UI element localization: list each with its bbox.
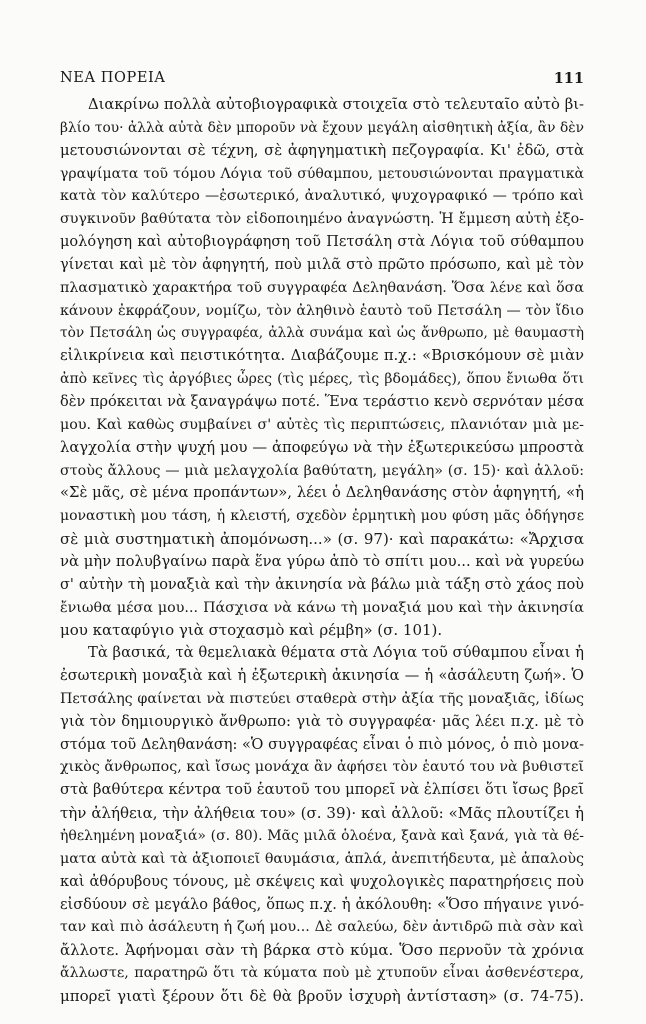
text-line: ἠθελημένη μοναξιά» (σ. 80). Μᾶς μιλᾶ ὁλοένα, ξανὰ καὶ ξανά, γιὰ τὰ θέ- bbox=[60, 828, 584, 844]
text-line: μοναστικὴ μου τάση, ἡ κλειστή, σχεδὸν ἐρμητικὴ μου φύση μᾶς ὁδήγησε bbox=[60, 508, 584, 525]
body-text bbox=[60, 94, 584, 1008]
text-line: συγκινοῦν βαθύτατα τὸν εἰδοποιημένο ἀναγνώστη. Ἡ ἔμμεση αὐτὴ ἐξο- bbox=[60, 211, 584, 228]
text-line: σὲ μιὰ συστηματικὴ ἀπομόνωση...» (σ. 97)· καὶ παρακάτω: «Ἄρχισα bbox=[60, 530, 584, 549]
text-line: στὰ βαθύτερα κέντρα τοῦ ἑαυτοῦ του μπορεῖ νὰ ἐλπίσει ὅτι ἴσως βρεῖ bbox=[60, 781, 584, 799]
text-line: στόμα τοῦ Δεληθανάση: «Ὁ συγγραφέας εἶναι ὁ πιὸ μόνος, ὁ πιὸ μονα- bbox=[60, 736, 584, 753]
text-line: μου καταφύγιο γιὰ στοχασμὸ καὶ ρέμβη» (σ. 101). bbox=[60, 621, 443, 640]
text-line: νὰ μὴν πολυβγαίνω παρὰ ἕνα γύρω ἀπὸ τὸ σπίτι μου... καὶ νὰ γυρεύω bbox=[60, 552, 584, 570]
text-line: ματα αὐτὰ καὶ τὰ ἀξιοποιεῖ θαυμάσια, ἁπλά, ἀνεπιτήδευτα, μὲ ἁπαλοὺς bbox=[60, 850, 584, 867]
text-line: Τὰ βασικά, τὰ θεμελιακὰ θέματα στὰ Λόγια τοῦ σύθαμπου εἶναι ἡ bbox=[88, 644, 584, 662]
text-line: πλασματικὸ χαρακτήρα τοῦ συγγραφέα Δεληθανάση. Ὅσα λένε καὶ ὅσα bbox=[60, 279, 584, 296]
text-line: ἄλλοτε. Ἀφήνομαι σὰν τὴ βάρκα στὸ κύμα. Ὅσο περνοῦν τὰ χρόνια bbox=[60, 941, 584, 960]
text-line: εἰσδύουν σὲ μεγάλο βάθος, ὅπως π.χ. ἡ ἀκόλουθη: «Ὅσο πήγαινε γινό- bbox=[60, 896, 584, 913]
text-line: μου. Καὶ καθὼς συμβαίνει σ' αὐτὲς τὶς περιπτώσεις, πλανιόταν μιὰ με- bbox=[60, 416, 584, 433]
text-line: εἰλικρίνεια καὶ πειστικότητα. Διαβάζουμε π.χ.: «Βρισκόμουν σὲ μιὰν bbox=[60, 347, 584, 365]
text-line: ἄλλωστε, παρατηρῶ ὅτι τὰ κύματα ποὺ μὲ χτυποῦν εἶναι ἀσθενέστερα, bbox=[60, 965, 584, 982]
text-line: δὲν πρόκειται νὰ ξαναγράψω ποτέ. Ἕνα τεράστιο κενὸ σερνόταν μέσα bbox=[60, 393, 584, 410]
text-line: σ' αὐτὴν τὴ μοναξιὰ καὶ τὴν ἀκινησία νὰ βάλω μιὰ τάξη στὸ χάος ποὺ bbox=[60, 576, 584, 593]
text-line: βλίο του· ἀλλὰ αὐτὰ δὲν μποροῦν νὰ ἔχουν μεγάλη αἰσθητικὴ ἀξία, ἂν δὲν bbox=[60, 119, 584, 136]
text-line: λαγχολία στὴν ψυχή μου — ἀποφεύγω νὰ τὴν ἐξωτερικεύσω μπροστὰ bbox=[60, 438, 584, 456]
text-line: τὴν ἀλήθεια, τὴν ἀλήθεια του» (σ. 39)· καὶ ἀλλοῦ: «Μᾶς πλουτίζει ἡ bbox=[60, 804, 584, 823]
page-number: 111 bbox=[553, 70, 584, 87]
text-line: γίνεται καὶ μὲ τὸν ἀφηγητή, ποὺ μιλᾶ στὸ πρῶτο πρόσωπο, καὶ μὲ τὸν bbox=[60, 256, 584, 273]
text-line: καὶ ἀθόρυβους τόνους, μὲ σκέψεις καὶ ψυχολογικὲς παρατηρήσεις ποὺ bbox=[60, 873, 584, 890]
text-line: κατὰ τὸν καλύτερο —ἐσωτερικό, ἀναλυτικό, ψυχογραφικό — τρόπο καὶ bbox=[60, 188, 584, 205]
text-line: ἔνιωθα μέσα μου... Πάσχισα νὰ κάνω τὴ μοναξιά μου καὶ τὴν ἀκινησία bbox=[60, 599, 584, 616]
text-line: μολόγηση καὶ αὐτοβιογράφηση τοῦ Πετσάλη στὰ Λόγια τοῦ σύθαμπου bbox=[60, 234, 584, 251]
text-line: Πετσάλης φαίνεται νὰ πιστεύει σταθερὰ στὴν ἀξία τῆς μοναξιᾶς, ἰδίως bbox=[60, 690, 584, 707]
text-line: ταν καὶ πιὸ ἀσάλευτη ἡ ζωή μου... Δὲ σαλεύω, δὲν ἀντιδρῶ πιὰ σὰν καὶ bbox=[60, 919, 584, 936]
running-head bbox=[60, 70, 584, 90]
text-line: μπορεῖ γιατὶ ξέρουν ὅτι δὲ θὰ βροῦν ἰσχυρὴ ἀντίσταση» (σ. 74-75). bbox=[60, 986, 584, 1005]
text-line: γραψίματα τοῦ τόμου Λόγια τοῦ σύθαμπου, μετουσιώνονται πραγματικὰ bbox=[60, 165, 584, 182]
journal-title: ΝΕΑ ΠΟΡΕΙΑ bbox=[60, 70, 166, 86]
text-line: τὸν Πετσάλη ὡς συγγραφέα, ἀλλὰ συνάμα καὶ ὡς ἄνθρωπο, μὲ θαυμαστὴ bbox=[60, 325, 584, 342]
text-line: χικὸς ἄνθρωπος, καὶ ἴσως μονάχα ἂν ἀφήσει τὸν ἑαυτό του νὰ βυθιστεῖ bbox=[60, 759, 584, 776]
text-line: ἐσωτερικὴ μοναξιὰ καὶ ἡ ἐξωτερικὴ ἀκινησία — ἡ «ἀσάλευτη ζωή». Ὁ bbox=[60, 668, 584, 685]
text-line: Διακρίνω πολλὰ αὐτοβιογραφικὰ στοιχεῖα στὸ τελευταῖο αὐτὸ βι- bbox=[88, 96, 584, 113]
text-line: γιὰ τὸν δημιουργικὸ ἄνθρωπο: γιὰ τὸ συγγραφέα· μᾶς λέει π.χ. μὲ τὸ bbox=[60, 712, 584, 730]
text-line: «Σὲ μᾶς, σὲ μένα προπάντων», λέει ὁ Δεληθανάσης στὸν ἀφηγητή, «ἡ bbox=[60, 484, 584, 502]
text-line: μετουσιώνονται σὲ τέχνη, σὲ ἀφηγηματικὴ πεζογραφία. Κι' ἐδῶ, στὰ bbox=[60, 141, 584, 159]
text-line: κάνουν ἐκφράζουν, νομίζω, τὸν ἀληθινὸ ἑαυτὸ τοῦ Πετσάλη — τὸν ἴδιο bbox=[60, 302, 584, 319]
text-line: ἀπὸ κεῖνες τὶς ἀργόβιες ὧρες (τὶς μέρες, τὶς βδομάδες), ὅπου ἔνιωθα ὅτι bbox=[60, 371, 584, 388]
text-line: στοὺς ἄλλους — μιὰ μελαγχολία βαθύτατη, μεγάλη» (σ. 15)· καὶ ἀλλοῦ: bbox=[60, 462, 584, 479]
